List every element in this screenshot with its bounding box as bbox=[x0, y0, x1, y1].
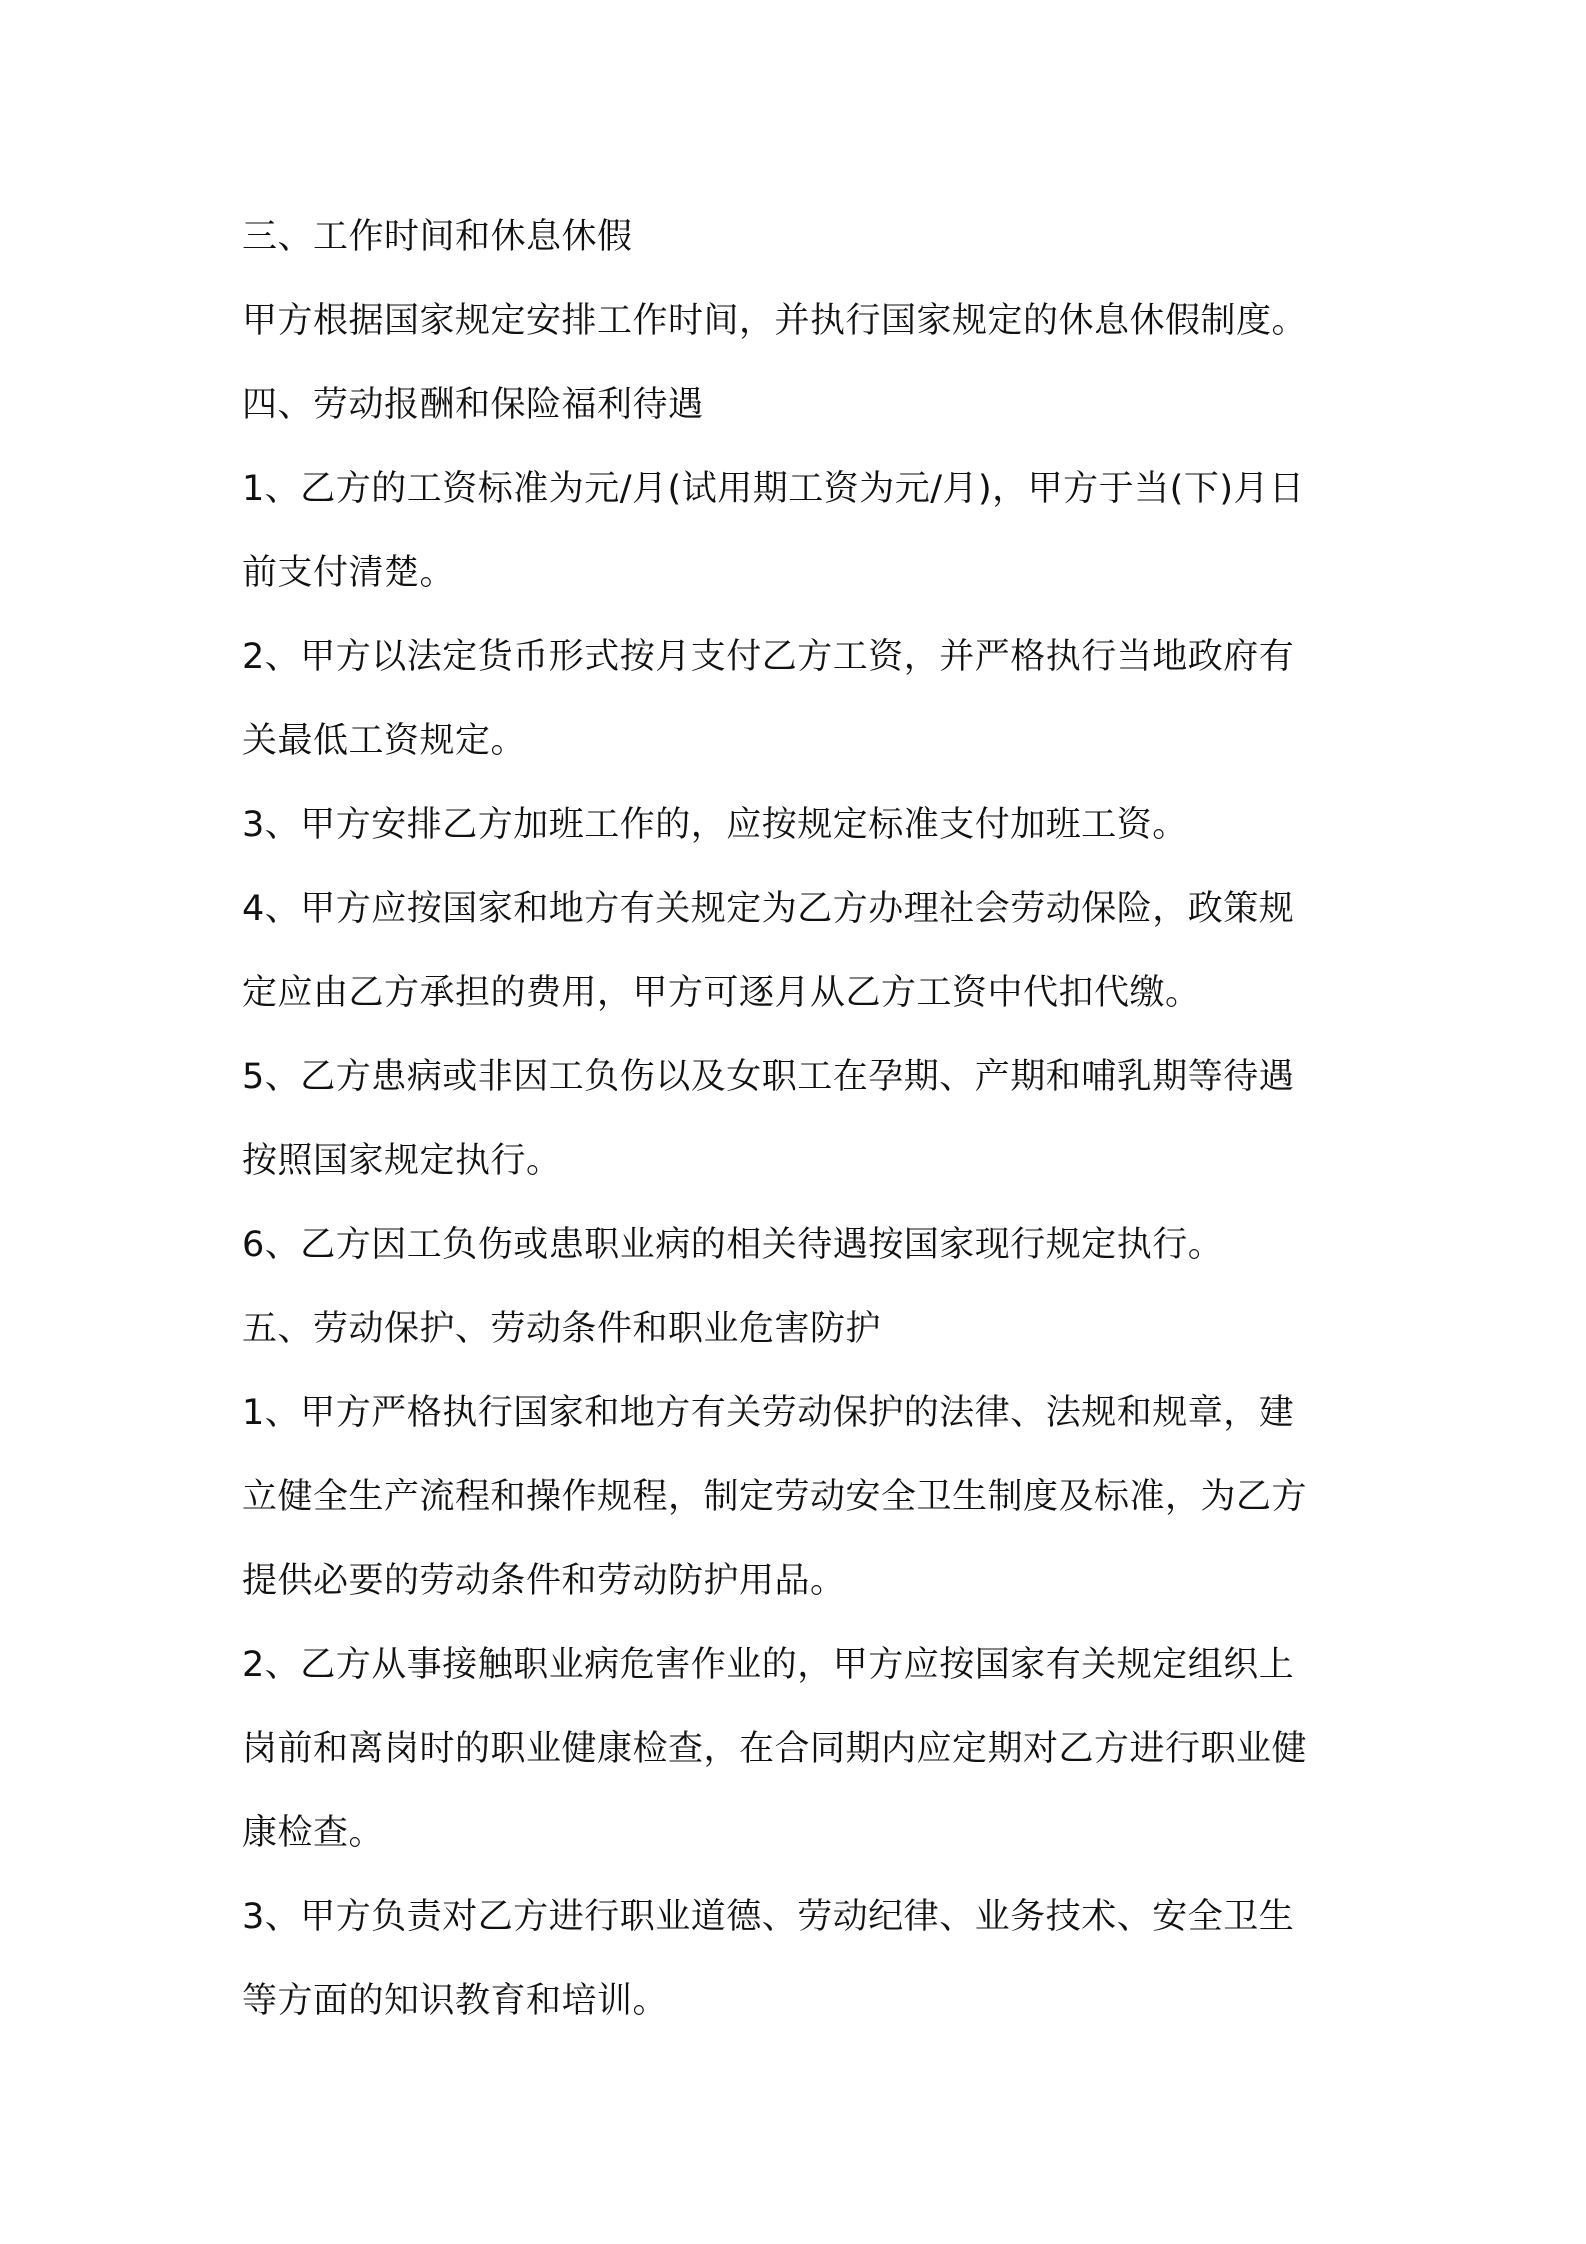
paragraph-line: 5、乙方患病或非因工负伤以及女职工在孕期、产期和哺乳期等待遇 bbox=[242, 1057, 1295, 1097]
paragraph-line: 4、甲方应按国家和地方有关规定为乙方办理社会劳动保险，政策规 bbox=[242, 889, 1295, 929]
paragraph-line: 2、乙方从事接触职业病危害作业的，甲方应按国家有关规定组织上 bbox=[242, 1645, 1295, 1685]
section-heading-labor-protection: 五、劳动保护、劳动条件和职业危害防护 bbox=[242, 1309, 882, 1349]
paragraph-line: 按照国家规定执行。 bbox=[242, 1141, 562, 1181]
paragraph-line: 关最低工资规定。 bbox=[242, 721, 527, 761]
paragraph-line: 定应由乙方承担的费用，甲方可逐月从乙方工资中代扣代缴。 bbox=[242, 973, 1201, 1013]
paragraph-line: 3、甲方安排乙方加班工作的，应按规定标准支付加班工资。 bbox=[242, 805, 1188, 845]
paragraph-line: 康检查。 bbox=[242, 1813, 385, 1853]
paragraph-line: 6、乙方因工负伤或患职业病的相关待遇按国家现行规定执行。 bbox=[242, 1225, 1224, 1265]
section-heading-remuneration: 四、劳动报酬和保险福利待遇 bbox=[242, 385, 704, 425]
paragraph-line: 2、甲方以法定货币形式按月支付乙方工资，并严格执行当地政府有 bbox=[242, 637, 1295, 677]
paragraph-line: 立健全生产流程和操作规程，制定劳动安全卫生制度及标准，为乙方 bbox=[242, 1477, 1308, 1517]
paragraph-line: 提供必要的劳动条件和劳动防护用品。 bbox=[242, 1561, 846, 1601]
paragraph-line: 3、甲方负责对乙方进行职业道德、劳动纪律、业务技术、安全卫生 bbox=[242, 1897, 1295, 1937]
paragraph-line: 等方面的知识教育和培训。 bbox=[242, 1981, 669, 2021]
paragraph-line: 甲方根据国家规定安排工作时间，并执行国家规定的休息休假制度。 bbox=[242, 301, 1308, 341]
section-heading-work-hours: 三、工作时间和休息休假 bbox=[242, 217, 633, 257]
document-page bbox=[242, 195, 1362, 2043]
paragraph-line: 1、乙方的工资标准为元/月(试用期工资为元/月)，甲方于当(下)月日 bbox=[242, 469, 1305, 509]
paragraph-line: 前支付清楚。 bbox=[242, 553, 456, 593]
paragraph-line: 岗前和离岗时的职业健康检查，在合同期内应定期对乙方进行职业健 bbox=[242, 1729, 1308, 1769]
paragraph-line: 1、甲方严格执行国家和地方有关劳动保护的法律、法规和规章，建 bbox=[242, 1393, 1295, 1433]
